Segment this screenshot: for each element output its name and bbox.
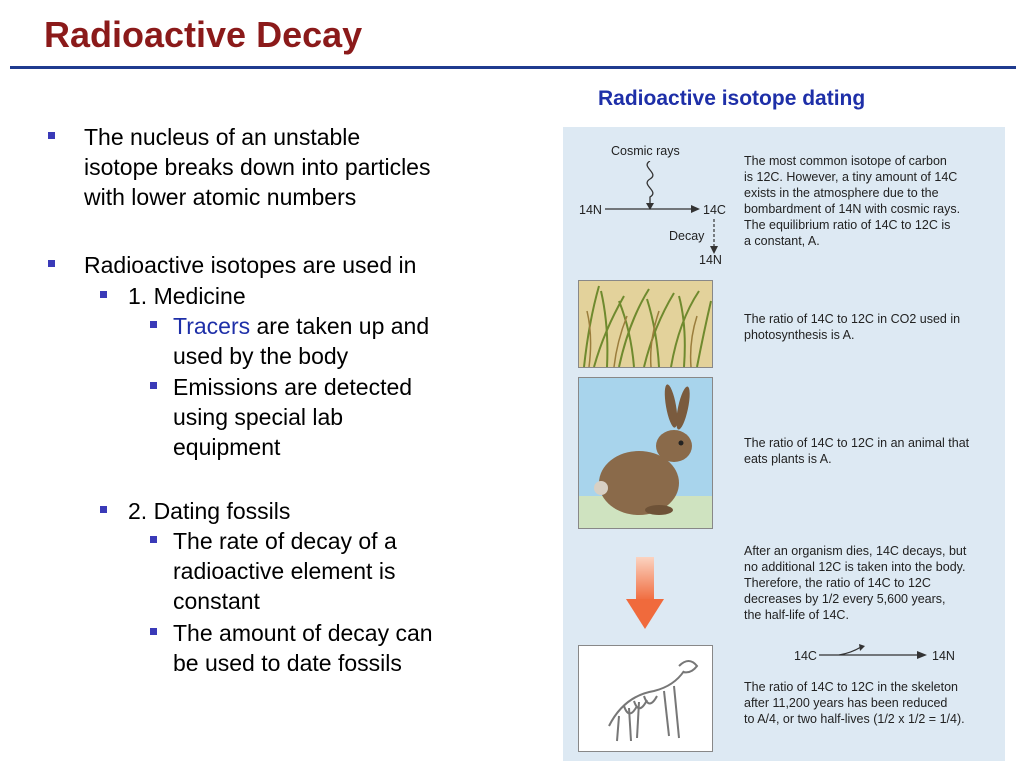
bullet-nucleus	[84, 122, 430, 212]
bullet-marker	[48, 132, 55, 139]
figure-title: Radioactive isotope dating	[598, 87, 866, 110]
figure-text-line: The ratio of 14C to 12C in an animal that	[744, 436, 970, 450]
slide-title: Radioactive Decay	[44, 14, 363, 55]
figure-text-line: photosynthesis is A.	[744, 328, 855, 342]
down-arrow-icon	[626, 557, 664, 629]
grass-icon	[579, 281, 712, 367]
figure-text-line: after 11,200 years has been reduced	[744, 696, 948, 710]
bullet-medicine: 1. Medicine	[128, 283, 246, 309]
bullet-text: constant	[173, 588, 260, 614]
figure-text-line: exists in the atmosphere due to the	[744, 186, 939, 200]
decay-arrow-icon	[708, 219, 720, 255]
figure-text-line: the half-life of 14C.	[744, 608, 849, 622]
figure-text-line: The most common isotope of carbon	[744, 154, 947, 168]
bullet-rate	[173, 526, 397, 616]
paragraph-photosynthesis	[744, 311, 960, 343]
bullet-text: Emissions are detected	[173, 374, 413, 400]
bullet-uses: Radioactive isotopes are used in	[84, 252, 417, 278]
figure-text-line: decreases by 1/2 every 5,600 years,	[744, 592, 946, 606]
bullet-text: The nucleus of an unstable	[84, 124, 361, 150]
cosmic-rays-label: Cosmic rays	[611, 144, 680, 158]
figure-text-line: no additional 12C is taken into the body.	[744, 560, 966, 574]
paragraph-decay-after-death	[744, 543, 966, 623]
bullet-text: radioactive element is	[173, 558, 396, 584]
n14-decay-target-label: 14N	[932, 649, 955, 663]
bullet-marker	[48, 260, 55, 267]
figure-text-line: is 12C. However, a tiny amount of 14C	[744, 170, 958, 184]
bullet-text: are taken up and	[250, 313, 430, 339]
decay-label: Decay	[669, 229, 705, 243]
bullet-marker	[150, 536, 157, 543]
bullet-marker	[150, 382, 157, 389]
bullet-marker	[150, 321, 157, 328]
bullet-marker	[100, 506, 107, 513]
grass-illustration	[578, 280, 713, 368]
rabbit-illustration	[578, 377, 713, 529]
bullet-text: isotope breaks down into particles	[84, 154, 431, 180]
decay-reaction-arrow-icon	[819, 643, 929, 665]
bullet-text: The rate of decay of a	[173, 528, 397, 554]
bullet-text: used by the body	[173, 343, 349, 369]
figure-text-line: a constant, A.	[744, 234, 820, 248]
n14-label: 14N	[579, 203, 602, 217]
figure-text-line: After an organism dies, 14C decays, but	[744, 544, 967, 558]
figure-text-line: The equilibrium ratio of 14C to 12C is	[744, 218, 951, 232]
bullet-text: equipment	[173, 434, 281, 460]
bullet-text: The amount of decay can	[173, 620, 433, 646]
n14-decay-product-label: 14N	[699, 253, 722, 267]
paragraph-animal	[744, 435, 969, 467]
bullet-marker	[100, 291, 107, 298]
paragraph-skeleton	[744, 679, 965, 727]
figure-text-line: to A/4, or two half-lives (1/2 x 1/2 = 1/4).	[744, 712, 965, 726]
bullet-emissions	[173, 372, 412, 462]
reaction-arrow-icon	[605, 203, 701, 215]
c14-label: 14C	[703, 203, 726, 217]
bullet-amount	[173, 618, 433, 678]
bullet-text: with lower atomic numbers	[84, 184, 357, 210]
figure-text-line: eats plants is A.	[744, 452, 832, 466]
bullet-tracers	[173, 311, 429, 371]
skeleton-illustration	[578, 645, 713, 752]
bullet-marker	[150, 628, 157, 635]
bullet-text: be used to date fossils	[173, 650, 402, 676]
figure-text-line: The ratio of 14C to 12C in the skeleton	[744, 680, 959, 694]
paragraph-carbon-isotope	[744, 153, 960, 249]
figure-text-line: The ratio of 14C to 12C in CO2 used in	[744, 312, 961, 326]
c14-decay-source-label: 14C	[794, 649, 817, 663]
figure-text-line: Therefore, the ratio of 14C to 12C	[744, 576, 931, 590]
title-divider	[10, 66, 1016, 69]
bullet-dating: 2. Dating fossils	[128, 498, 291, 524]
figure-text-line: bombardment of 14N with cosmic rays.	[744, 202, 961, 216]
isotope-dating-figure	[563, 127, 1005, 761]
bullet-text: using special lab	[173, 404, 344, 430]
tracers-term: Tracers	[173, 313, 251, 339]
skeleton-icon	[579, 646, 712, 751]
rabbit-icon	[579, 378, 712, 528]
